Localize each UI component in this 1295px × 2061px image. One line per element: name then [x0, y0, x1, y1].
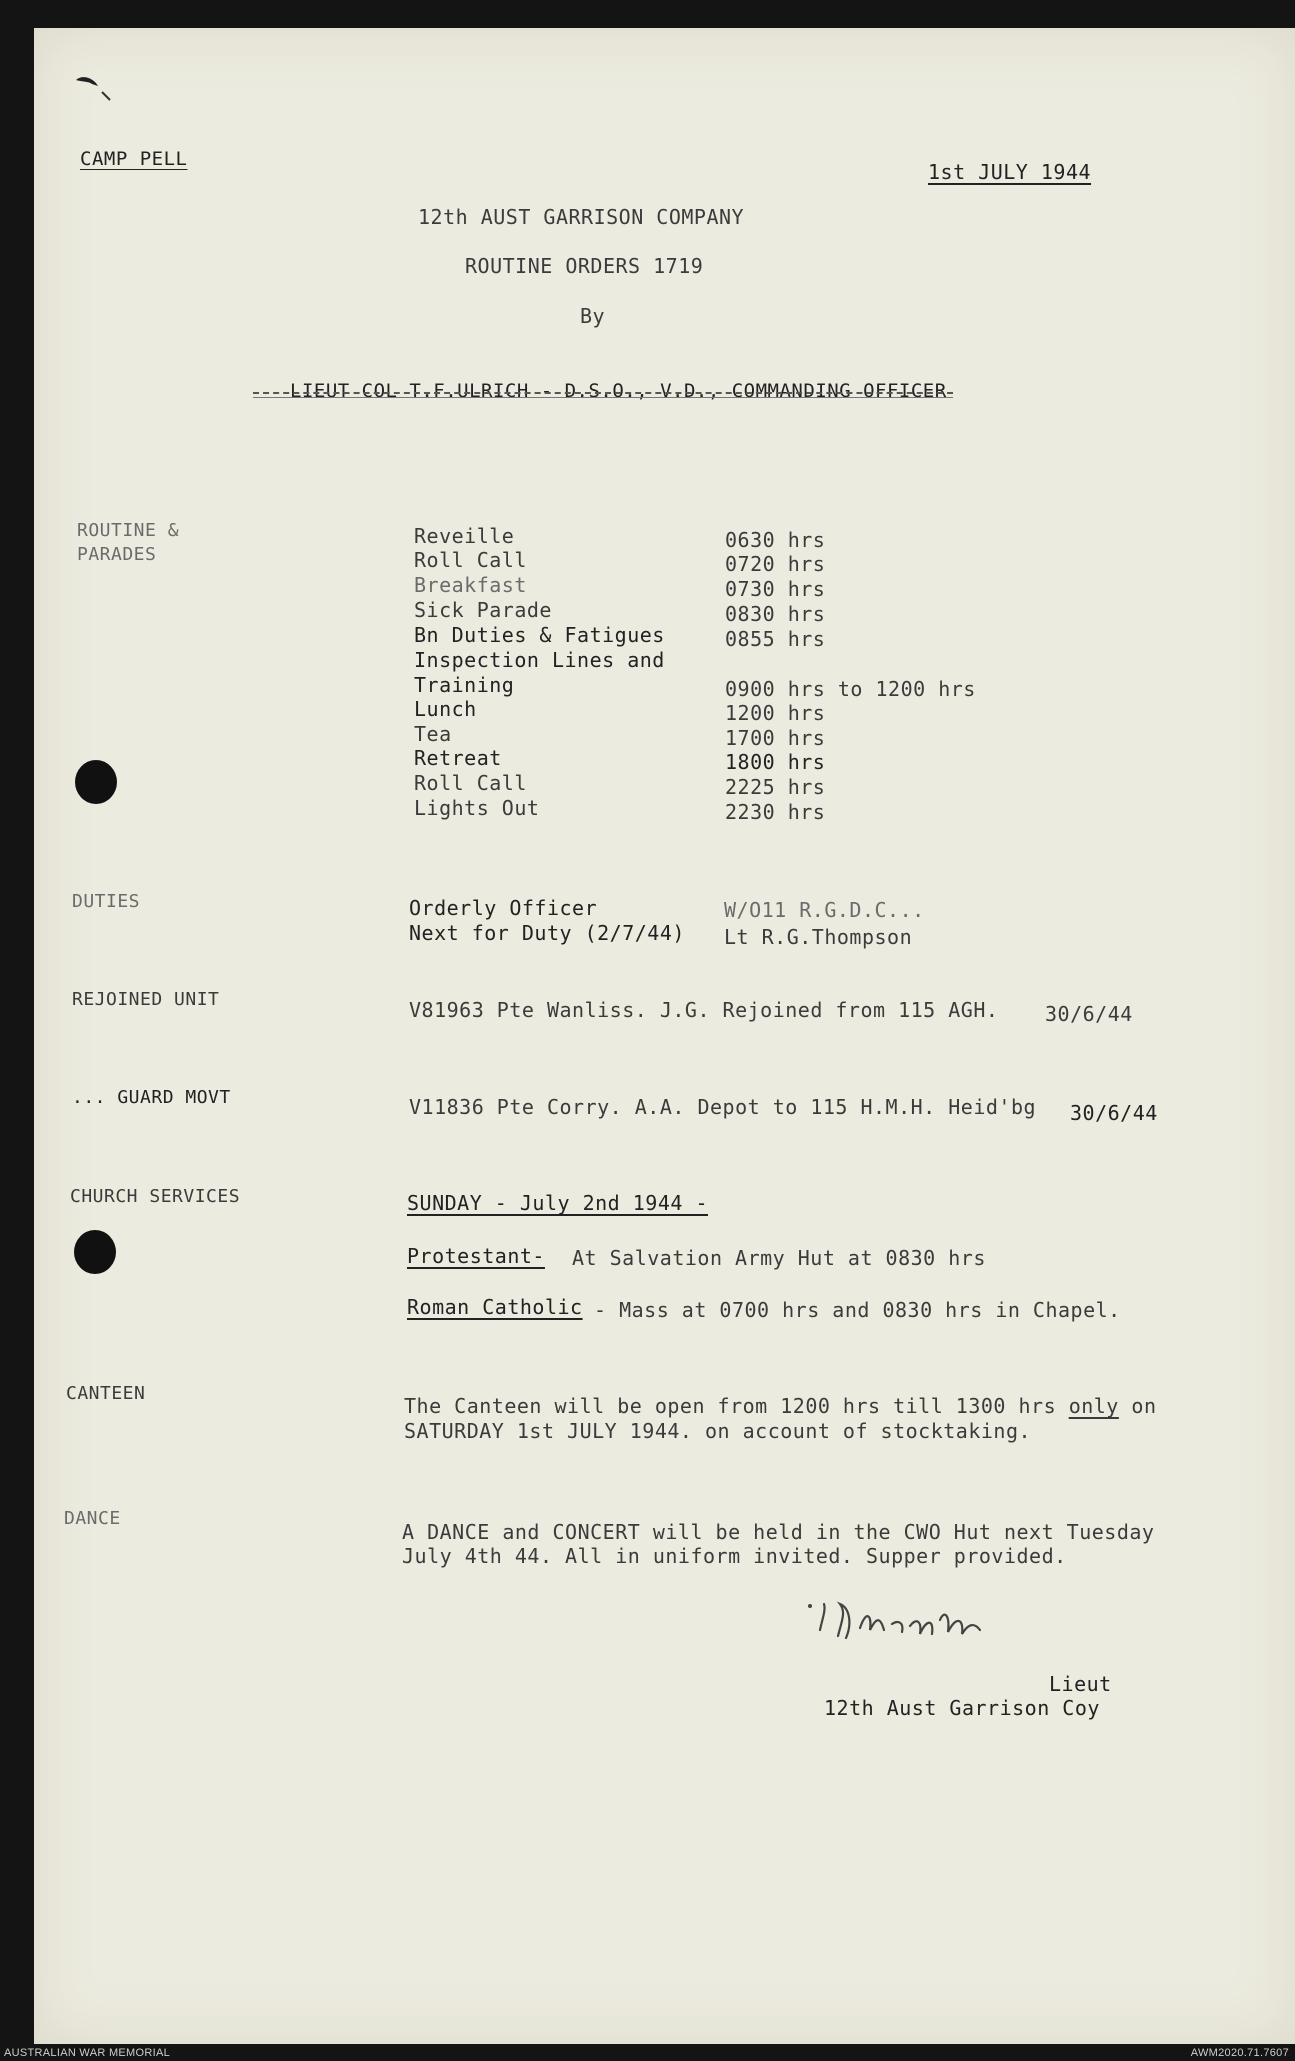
routine-time: 1700 hrs — [725, 726, 826, 750]
dance-section-label: DANCE — [64, 1508, 121, 1529]
routine-activity: Lunch — [414, 697, 477, 721]
canteen-line-2: SATURDAY 1st JULY 1944. on account of stocktaking. — [404, 1419, 1032, 1443]
routine-activity: Training — [414, 673, 515, 697]
catholic-service: - Mass at 0700 hrs and 0830 hrs in Chapel. — [594, 1298, 1121, 1322]
routine-time: 0730 hrs — [725, 577, 826, 601]
dance-line-2: July 4th 44. All in uniform invited. Supper provided. — [402, 1544, 1067, 1568]
routine-activity: Lights Out — [414, 796, 540, 820]
canteen-text: The Canteen will be open from 1200 hrs till 1300 hrs — [404, 1394, 1057, 1418]
camp-location: CAMP PELL — [80, 148, 188, 170]
routine-activity: Roll Call — [414, 548, 527, 572]
routine-activity: Breakfast — [414, 573, 527, 597]
routine-activity: Sick Parade — [414, 598, 552, 622]
routine-time: 0855 hrs — [725, 627, 826, 651]
canteen-line-1 — [404, 1396, 1157, 1416]
header-divider-solid — [253, 397, 953, 398]
routine-activity: Roll Call — [414, 771, 527, 795]
signature-rank: Lieut — [1049, 1672, 1112, 1696]
dance-line-1: A DANCE and CONCERT will be held in the CWO Hut next Tuesday — [402, 1520, 1155, 1544]
duties-section-label: DUTIES — [72, 891, 141, 912]
punch-hole-bottom — [74, 1230, 116, 1274]
guard-section-label: ... GUARD MOVT — [72, 1087, 231, 1108]
routine-activity: Retreat — [414, 746, 502, 770]
commanding-officer: LIEUT COL T.F.ULRICH - D.S.O., V.D., COMMANDING OFFICER — [290, 380, 947, 402]
canteen-text-end: on — [1131, 1394, 1157, 1418]
footer-reference: AWM2020.71.7607 — [1190, 2047, 1289, 2059]
guard-entry: V11836 Pte Corry. A.A. Depot to 115 H.M.H. Heid'bg — [409, 1095, 1037, 1119]
catholic-label: Roman Catholic — [407, 1295, 583, 1319]
orderly-officer-value: W/O11 R.G.D.C... — [724, 898, 925, 922]
routine-time: 0900 hrs to 1200 hrs — [725, 677, 976, 701]
routine-activity: Reveille — [414, 524, 515, 548]
next-duty-value: Lt R.G.Thompson — [724, 925, 913, 949]
rejoined-entry: V81963 Pte Wanliss. J.G. Rejoined from 115 AGH. — [409, 998, 999, 1022]
by-line: By — [580, 304, 606, 328]
rejoined-section-label: REJOINED UNIT — [72, 989, 220, 1010]
punch-hole-top — [75, 760, 117, 804]
canteen-only: only — [1068, 1394, 1119, 1418]
footer-archive: AUSTRALIAN WAR MEMORIAL — [4, 2047, 171, 2059]
routine-time: 1200 hrs — [725, 701, 826, 725]
paper-damage-mark — [32, 48, 132, 108]
routine-section-label-2: PARADES — [77, 544, 157, 565]
routine-activity: Tea — [414, 722, 452, 746]
routine-time: 2230 hrs — [725, 800, 826, 824]
routine-section-label: ROUTINE & — [77, 520, 180, 541]
rejoined-date: 30/6/44 — [1045, 1002, 1133, 1026]
routine-activity: Bn Duties & Fatigues — [414, 623, 665, 647]
next-duty-label: Next for Duty (2/7/44) — [409, 921, 685, 945]
canteen-section-label: CANTEEN — [66, 1383, 146, 1404]
document-date: 1st JULY 1944 — [928, 160, 1092, 184]
unit-heading: 12th AUST GARRISON COMPANY — [418, 205, 745, 229]
routine-time: 0830 hrs — [725, 602, 826, 626]
routine-time: 2225 hrs — [725, 775, 826, 799]
protestant-service: At Salvation Army Hut at 0830 hrs — [572, 1246, 986, 1270]
document-page — [34, 28, 1295, 2044]
routine-time: 1800 hrs — [725, 750, 826, 774]
church-section-label: CHURCH SERVICES — [70, 1186, 241, 1207]
protestant-label: Protestant- — [407, 1244, 545, 1268]
routine-time: 0630 hrs — [725, 528, 826, 552]
church-day: SUNDAY - July 2nd 1944 - — [407, 1191, 708, 1215]
signature-unit: 12th Aust Garrison Coy — [824, 1696, 1100, 1720]
guard-date: 30/6/44 — [1070, 1101, 1158, 1125]
routine-activity: Inspection Lines and — [414, 648, 665, 672]
handwritten-signature — [780, 1590, 1040, 1650]
header-divider — [253, 392, 953, 394]
orders-heading: ROUTINE ORDERS 1719 — [465, 254, 704, 278]
orderly-officer-label: Orderly Officer — [409, 896, 598, 920]
routine-time: 0720 hrs — [725, 552, 826, 576]
